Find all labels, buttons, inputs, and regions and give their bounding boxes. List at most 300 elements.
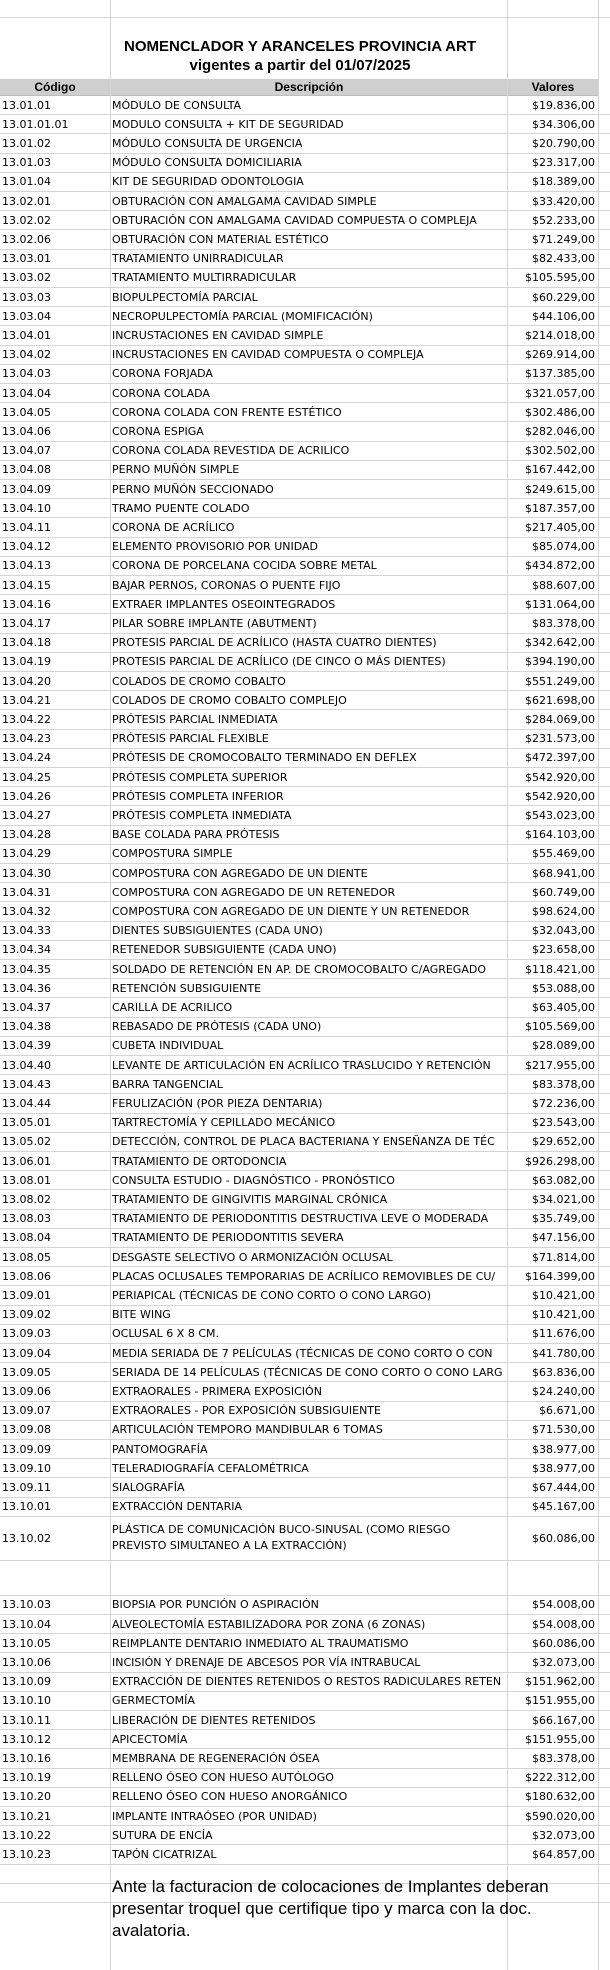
row-value: $55.469,00	[532, 847, 595, 861]
row-value: $284.069,00	[525, 712, 595, 726]
row-description: IMPLANTE INTRAÓSEO (POR UNIDAD)	[112, 1809, 317, 1823]
empty-row	[0, 1561, 610, 1596]
row-code: 13.08.02	[2, 1192, 51, 1206]
table-row	[0, 1094, 610, 1113]
row-code: 13.03.03	[2, 290, 51, 304]
row-code: 13.05.02	[2, 1135, 51, 1149]
table-row	[0, 941, 610, 960]
row-code: 13.04.44	[2, 1096, 51, 1110]
row-code: 13.10.09	[2, 1675, 51, 1689]
row-description: OCLUSAL 6 X 8 CM.	[112, 1327, 219, 1341]
row-description: CORONA COLADA	[112, 386, 210, 400]
row-code: 13.10.20	[2, 1790, 51, 1804]
row-value: $83.378,00	[532, 1751, 595, 1765]
table-row	[0, 346, 610, 365]
row-value: $24.240,00	[532, 1384, 595, 1398]
row-code: 13.04.27	[2, 808, 51, 822]
row-value: $54.008,00	[532, 1617, 595, 1631]
table-row	[0, 250, 610, 269]
table-row	[0, 461, 610, 480]
row-code: 13.04.32	[2, 904, 51, 918]
table-row	[0, 960, 610, 979]
row-value: $543.023,00	[525, 808, 595, 822]
row-code: 13.10.02	[2, 1531, 51, 1545]
row-value: $18.389,00	[532, 175, 595, 189]
row-value: $105.569,00	[525, 1020, 595, 1034]
row-code: 13.04.21	[2, 693, 51, 707]
row-code: 13.08.05	[2, 1250, 51, 1264]
row-description: PRÓTESIS PARCIAL FLEXIBLE	[112, 732, 269, 746]
row-value: $98.624,00	[532, 904, 595, 918]
row-code: 13.08.06	[2, 1269, 51, 1283]
header-code: Código	[0, 79, 110, 96]
row-code: 13.09.11	[2, 1480, 51, 1494]
row-code: 13.04.03	[2, 367, 51, 381]
row-description: MÓDULO CONSULTA DE URGENCIA	[112, 136, 303, 150]
row-code: 13.09.08	[2, 1423, 51, 1437]
row-description: RELLENO ÓSEO CON HUESO AUTÓLOGO	[112, 1771, 334, 1785]
row-value: $10.421,00	[532, 1288, 595, 1302]
row-description: TRATAMIENTO DE ORTODONCIA	[112, 1154, 287, 1168]
row-value: $151.962,00	[525, 1675, 595, 1689]
row-description: APICECTOMÍA	[112, 1732, 188, 1746]
table-row	[0, 614, 610, 633]
table-row	[0, 1075, 610, 1094]
table-row	[0, 672, 610, 691]
table-row	[0, 653, 610, 672]
row-code: 13.09.03	[2, 1327, 51, 1341]
row-code: 13.04.23	[2, 732, 51, 746]
row-description: BAJAR PERNOS, CORONAS O PUENTE FIJO	[112, 578, 341, 592]
row-description: COMPOSTURA CON AGREGADO DE UN DIENTE	[112, 866, 368, 880]
row-description: BIOPULPECTOMÍA PARCIAL	[112, 290, 258, 304]
row-code: 13.03.04	[2, 309, 51, 323]
row-value: $167.442,00	[525, 463, 595, 477]
row-description: MEDIA SERIADA DE 7 PELÍCULAS (TÉCNICAS DE CONO CORTO O CON	[112, 1346, 493, 1360]
table-row	[0, 749, 610, 768]
row-description: CORONA ESPIGA	[112, 424, 204, 438]
row-value: $187.357,00	[525, 501, 595, 515]
row-description: TRATAMIENTO UNIRRADICULAR	[112, 252, 284, 266]
row-description: SUTURA DE ENCÍA	[112, 1828, 213, 1842]
row-code: 13.04.06	[2, 424, 51, 438]
row-description: FERULIZACIÓN (POR PIEZA DENTARIA)	[112, 1096, 323, 1110]
row-code: 13.04.09	[2, 482, 51, 496]
row-code: 13.09.02	[2, 1308, 51, 1322]
table-row	[0, 1114, 610, 1133]
row-value: $29.652,00	[532, 1135, 595, 1149]
table-row	[0, 1826, 610, 1845]
row-value: $34.306,00	[532, 117, 595, 131]
row-code: 13.10.06	[2, 1655, 51, 1669]
row-value: $269.914,00	[525, 348, 595, 362]
row-value: $20.790,00	[532, 136, 595, 150]
row-description: GERMECTOMÍA	[112, 1694, 195, 1708]
row-value: $926.298,00	[525, 1154, 595, 1168]
row-value: $151.955,00	[525, 1732, 595, 1746]
row-value: $11.676,00	[532, 1327, 595, 1341]
row-code: 13.10.11	[2, 1713, 51, 1727]
table-row	[0, 1615, 610, 1634]
row-value: $52.233,00	[532, 213, 595, 227]
table-row	[0, 326, 610, 345]
row-value: $19.836,00	[532, 98, 595, 112]
row-code: 13.10.01	[2, 1500, 51, 1514]
row-value: $60.086,00	[532, 1531, 595, 1545]
row-value: $434.872,00	[525, 559, 595, 573]
row-description: CORONA DE ACRÍLICO	[112, 520, 235, 534]
row-code: 13.09.10	[2, 1461, 51, 1475]
table-row	[0, 365, 610, 384]
row-description: TARTRECTOMÍA Y CEPILLADO MECÁNICO	[112, 1116, 336, 1130]
row-code: 13.10.21	[2, 1809, 51, 1823]
row-description: COLADOS DE CROMO COBALTO COMPLEJO	[112, 693, 347, 707]
row-description: PILAR SOBRE IMPLANTE (ABUTMENT)	[112, 616, 317, 630]
row-code: 13.10.10	[2, 1694, 51, 1708]
row-value: $32.073,00	[532, 1655, 595, 1669]
row-value: $38.977,00	[532, 1442, 595, 1456]
row-description: SERIADA DE 14 PELÍCULAS (TÉCNICAS DE CONO CORTO O CONO LARG	[112, 1365, 503, 1379]
row-code: 13.09.09	[2, 1442, 51, 1456]
table-row	[0, 787, 610, 806]
table-row	[0, 480, 610, 499]
row-code: 13.04.28	[2, 828, 51, 842]
row-description: CORONA COLADA REVESTIDA DE ACRILICO	[112, 444, 350, 458]
header-description: Descripción	[111, 79, 507, 96]
row-code: 13.04.07	[2, 444, 51, 458]
table-row	[0, 902, 610, 921]
row-value: $60.229,00	[532, 290, 595, 304]
row-description: EXTRACCIÓN DENTARIA	[112, 1500, 242, 1514]
row-value: $118.421,00	[525, 962, 595, 976]
row-code: 13.08.03	[2, 1212, 51, 1226]
row-value: $60.749,00	[532, 885, 595, 899]
row-value: $342.642,00	[525, 636, 595, 650]
table-row	[0, 883, 610, 902]
row-value: $60.086,00	[532, 1636, 595, 1650]
row-description: EXTRACCIÓN DE DIENTES RETENIDOS O RESTOS RADICULARES RETEN	[112, 1675, 502, 1689]
table-row	[0, 154, 610, 173]
row-value: $214.018,00	[525, 328, 595, 342]
table-row	[0, 403, 610, 422]
table-row	[0, 1711, 610, 1730]
row-value: $63.082,00	[532, 1173, 595, 1187]
row-description: COMPOSTURA SIMPLE	[112, 847, 233, 861]
row-value: $67.444,00	[532, 1480, 595, 1494]
row-description: TRAMO PUENTE COLADO	[112, 501, 250, 515]
row-code: 13.09.05	[2, 1365, 51, 1379]
row-value: $105.595,00	[525, 271, 595, 285]
row-code: 13.04.05	[2, 405, 51, 419]
table-row	[0, 1596, 610, 1615]
row-code: 13.01.03	[2, 156, 51, 170]
row-code: 13.04.18	[2, 636, 51, 650]
row-description: INCISIÓN Y DRENAJE DE ABCESOS POR VÍA INTRABUCAL	[112, 1655, 421, 1669]
row-description: NECROPULPECTOMÍA PARCIAL (MOMIFICACIÓN)	[112, 309, 373, 323]
table-row	[0, 845, 610, 864]
row-code: 13.04.35	[2, 962, 51, 976]
header-value: Valores	[508, 79, 598, 96]
row-code: 13.10.22	[2, 1828, 51, 1842]
row-description: MÓDULO CONSULTA DOMICILIARIA	[112, 156, 302, 170]
row-value: $23.543,00	[532, 1116, 595, 1130]
table-row	[0, 1440, 610, 1459]
row-description: EXTRAER IMPLANTES OSEOINTEGRADOS	[112, 597, 336, 611]
table-row	[0, 230, 610, 249]
row-description: LIBERACIÓN DE DIENTES RETENIDOS	[112, 1713, 316, 1727]
row-code: 13.04.29	[2, 847, 51, 861]
row-description: TRATAMIENTO MULTIRRADICULAR	[112, 271, 297, 285]
row-value: $131.064,00	[525, 597, 595, 611]
row-description: REIMPLANTE DENTARIO INMEDIATO AL TRAUMATISMO	[112, 1636, 409, 1650]
row-description: CARILLA DE ACRILICO	[112, 1000, 233, 1014]
table-row	[0, 499, 610, 518]
table-row	[0, 1692, 610, 1711]
row-description: PERNO MUÑÓN SIMPLE	[112, 463, 240, 477]
row-value: $64.857,00	[532, 1847, 595, 1861]
row-value: $82.433,00	[532, 252, 595, 266]
row-code: 13.04.24	[2, 751, 51, 765]
table-row	[0, 922, 610, 941]
row-description: CONSULTA ESTUDIO - DIAGNÓSTICO - PRONÓSTICO	[112, 1173, 395, 1187]
row-description: KIT DE SEGURIDAD ODONTOLOGIA	[112, 175, 304, 189]
table-row	[0, 1056, 610, 1075]
row-code: 13.10.12	[2, 1732, 51, 1746]
table-row	[0, 979, 610, 998]
row-description: EXTRAORALES - PRIMERA EXPOSICIÓN	[112, 1384, 322, 1398]
row-code: 13.04.22	[2, 712, 51, 726]
row-description: DETECCIÓN, CONTROL DE PLACA BACTERIANA Y ENSEÑANZA DE TÉC	[112, 1135, 495, 1149]
row-description: BASE COLADA PARA PRÓTESIS	[112, 828, 280, 842]
row-description: CUBETA INDIVIDUAL	[112, 1039, 224, 1053]
row-value: $621.698,00	[525, 693, 595, 707]
table-row	[0, 691, 610, 710]
row-value: $302.502,00	[525, 444, 595, 458]
table-row	[0, 1634, 610, 1653]
row-description: BITE WING	[112, 1308, 171, 1322]
row-description: LEVANTE DE ARTICULACIÓN EN ACRÍLICO TRASLUCIDO Y RETENCIÓN	[112, 1058, 491, 1072]
table-row	[0, 1363, 610, 1382]
row-description: TRATAMIENTO DE GINGIVITIS MARGINAL CRÓNICA	[112, 1192, 388, 1206]
row-code: 13.04.43	[2, 1077, 51, 1091]
table-row	[0, 538, 610, 557]
row-description: MODULO CONSULTA + KIT DE SEGURIDAD	[112, 117, 344, 131]
row-code: 13.04.31	[2, 885, 51, 899]
document-title: NOMENCLADOR Y ARANCELES PROVINCIA ART	[124, 38, 476, 55]
row-value: $33.420,00	[532, 194, 595, 208]
row-description: SIALOGRAFÍA	[112, 1480, 185, 1494]
row-code: 13.04.02	[2, 348, 51, 362]
row-value: $217.405,00	[525, 520, 595, 534]
row-code: 13.10.19	[2, 1771, 51, 1785]
table-row	[0, 576, 610, 595]
row-description: PROTESIS PARCIAL DE ACRÍLICO (HASTA CUATRO DIENTES)	[112, 636, 437, 650]
row-value: $23.658,00	[532, 943, 595, 957]
row-code: 13.01.01.01	[2, 117, 69, 131]
table-row	[0, 1807, 610, 1826]
table-row	[0, 269, 610, 288]
table-row	[0, 1190, 610, 1209]
row-value: $302.486,00	[525, 405, 595, 419]
row-code: 13.10.16	[2, 1751, 51, 1765]
row-code: 13.09.04	[2, 1346, 51, 1360]
table-row	[0, 1402, 610, 1421]
table-row	[0, 826, 610, 845]
row-value: $53.088,00	[532, 981, 595, 995]
row-description: ARTICULACIÓN TEMPORO MANDIBULAR 6 TOMAS	[112, 1423, 383, 1437]
table-row	[0, 442, 610, 461]
row-description: PLÁSTICA DE COMUNICACIÓN BUCO-SINUSAL (COMO RIESGO PREVISTO SIMULTANEO A LA EXTRACCIÓN)	[112, 1523, 451, 1553]
row-code: 13.04.25	[2, 770, 51, 784]
row-description: OBTURACIÓN CON AMALGAMA CAVIDAD SIMPLE	[112, 194, 377, 208]
row-description: RELLENO ÓSEO CON HUESO ANORGÁNICO	[112, 1790, 348, 1804]
row-description: PRÓTESIS DE CROMOCOBALTO TERMINADO EN DEFLEX	[112, 751, 417, 765]
footer-note: Ante la facturacion de colocaciones de Implantes deberan presentar troquel que certifique tipo y marca con la doc. avalatoria.	[112, 1877, 549, 1940]
row-value: $551.249,00	[525, 674, 595, 688]
table-row	[0, 173, 610, 192]
table-row	[0, 634, 610, 653]
row-code: 13.09.06	[2, 1384, 51, 1398]
row-value: $83.378,00	[532, 616, 595, 630]
row-description: ELEMENTO PROVISORIO POR UNIDAD	[112, 540, 318, 554]
table-row	[0, 1306, 610, 1325]
row-code: 13.10.03	[2, 1598, 51, 1612]
table-row	[0, 595, 610, 614]
table-row	[0, 1769, 610, 1788]
row-description: MEMBRANA DE REGENERACIÓN ÓSEA	[112, 1751, 320, 1765]
row-description: TRATAMIENTO DE PERIODONTITIS DESTRUCTIVA LEVE O MODERADA	[112, 1212, 489, 1226]
row-description: TRATAMIENTO DE PERIODONTITIS SEVERA	[112, 1231, 344, 1245]
row-value: $35.749,00	[532, 1212, 595, 1226]
row-description: PRÓTESIS COMPLETA INMEDIATA	[112, 808, 292, 822]
row-code: 13.03.01	[2, 252, 51, 266]
row-value: $28.089,00	[532, 1039, 595, 1053]
table-row	[0, 1498, 610, 1517]
table-row	[0, 307, 610, 326]
row-description: PRÓTESIS COMPLETA INFERIOR	[112, 789, 284, 803]
row-value: $63.836,00	[532, 1365, 595, 1379]
row-value: $88.607,00	[532, 578, 595, 592]
row-description: BIOPSIA POR PUNCIÓN O ASPIRACIÓN	[112, 1598, 319, 1612]
row-value: $164.399,00	[525, 1269, 595, 1283]
row-code: 13.04.37	[2, 1000, 51, 1014]
row-description: TAPÓN CICATRIZAL	[112, 1847, 217, 1861]
table-row	[0, 768, 610, 787]
table-row	[0, 1325, 610, 1344]
row-code: 13.04.36	[2, 981, 51, 995]
row-code: 13.04.15	[2, 578, 51, 592]
row-value: $222.312,00	[525, 1771, 595, 1785]
row-description: OBTURACIÓN CON AMALGAMA CAVIDAD COMPUESTA O COMPLEJA	[112, 213, 477, 227]
row-description: PRÓTESIS PARCIAL INMEDIATA	[112, 712, 278, 726]
table-row	[0, 1018, 610, 1037]
row-code: 13.06.01	[2, 1154, 51, 1168]
row-code: 13.04.39	[2, 1039, 51, 1053]
row-code: 13.04.17	[2, 616, 51, 630]
row-value: $6.671,00	[539, 1404, 595, 1418]
row-description: DIENTES SUBSIGUIENTES (CADA UNO)	[112, 924, 323, 938]
table-row	[0, 1171, 610, 1190]
row-description: DESGASTE SELECTIVO O ARMONIZACIÓN OCLUSAL	[112, 1250, 393, 1264]
row-code: 13.04.01	[2, 328, 51, 342]
row-code: 13.04.08	[2, 463, 51, 477]
row-code: 13.10.05	[2, 1636, 51, 1650]
row-description: MÓDULO DE CONSULTA	[112, 98, 242, 112]
table-row	[0, 1845, 610, 1864]
row-value: $217.955,00	[525, 1058, 595, 1072]
row-value: $542.920,00	[525, 789, 595, 803]
row-value: $71.814,00	[532, 1250, 595, 1264]
row-code: 13.10.04	[2, 1617, 51, 1631]
table-row	[0, 1248, 610, 1267]
table-row	[0, 1517, 610, 1561]
row-value: $83.378,00	[532, 1077, 595, 1091]
header-blank	[599, 79, 610, 96]
row-value: $321.057,00	[525, 386, 595, 400]
table-row	[0, 730, 610, 749]
document-subtitle: vigentes a partir del 01/07/2025	[189, 57, 411, 74]
table-row	[0, 1267, 610, 1286]
row-value: $85.074,00	[532, 540, 595, 554]
table-row	[0, 1037, 610, 1056]
row-code: 13.04.10	[2, 501, 51, 515]
row-value: $472.397,00	[525, 751, 595, 765]
table-row	[0, 806, 610, 825]
row-description: CORONA FORJADA	[112, 367, 213, 381]
row-code: 13.09.07	[2, 1404, 51, 1418]
table-row	[0, 998, 610, 1017]
row-code: 13.01.04	[2, 175, 51, 189]
table-row	[0, 1730, 610, 1749]
row-description: COLADOS DE CROMO COBALTO	[112, 674, 286, 688]
row-description: OBTURACIÓN CON MATERIAL ESTÉTICO	[112, 232, 329, 246]
row-description: RETENEDOR SUBSIGUIENTE (CADA UNO)	[112, 943, 337, 957]
row-value: $63.405,00	[532, 1000, 595, 1014]
table-row	[0, 1382, 610, 1401]
row-value: $68.941,00	[532, 866, 595, 880]
table-row	[0, 96, 610, 115]
row-description: PRÓTESIS COMPLETA SUPERIOR	[112, 770, 288, 784]
table-row	[0, 1653, 610, 1672]
row-code: 13.09.01	[2, 1288, 51, 1302]
table-row	[0, 1749, 610, 1768]
row-code: 13.04.11	[2, 520, 51, 534]
row-code: 13.04.38	[2, 1020, 51, 1034]
table-row	[0, 1421, 610, 1440]
row-code: 13.04.16	[2, 597, 51, 611]
row-value: $47.156,00	[532, 1231, 595, 1245]
row-description: INCRUSTACIONES EN CAVIDAD SIMPLE	[112, 328, 324, 342]
row-value: $72.236,00	[532, 1096, 595, 1110]
row-code: 13.10.23	[2, 1847, 51, 1861]
row-code: 13.02.02	[2, 213, 51, 227]
row-description: PLACAS OCLUSALES TEMPORARIAS DE ACRÍLICO REMOVIBLES DE CU/	[112, 1269, 496, 1283]
row-description: COMPOSTURA CON AGREGADO DE UN DIENTE Y UN RETENEDOR	[112, 904, 470, 918]
row-description: PERNO MUÑÓN SECCIONADO	[112, 482, 274, 496]
table-row	[0, 1210, 610, 1229]
row-description: TELERADIOGRAFÍA CEFALOMÉTRICA	[112, 1461, 309, 1475]
table-row	[0, 211, 610, 230]
row-code: 13.04.33	[2, 924, 51, 938]
table-row	[0, 1133, 610, 1152]
row-code: 13.04.34	[2, 943, 51, 957]
row-code: 13.04.20	[2, 674, 51, 688]
row-description: SOLDADO DE RETENCIÓN EN AP. DE CROMOCOBALTO C/AGREGADO	[112, 962, 486, 976]
row-value: $249.615,00	[525, 482, 595, 496]
row-code: 13.02.01	[2, 194, 51, 208]
row-description: PROTESIS PARCIAL DE ACRÍLICO (DE CINCO O MÁS DIENTES)	[112, 655, 446, 669]
table-row	[0, 1152, 610, 1171]
